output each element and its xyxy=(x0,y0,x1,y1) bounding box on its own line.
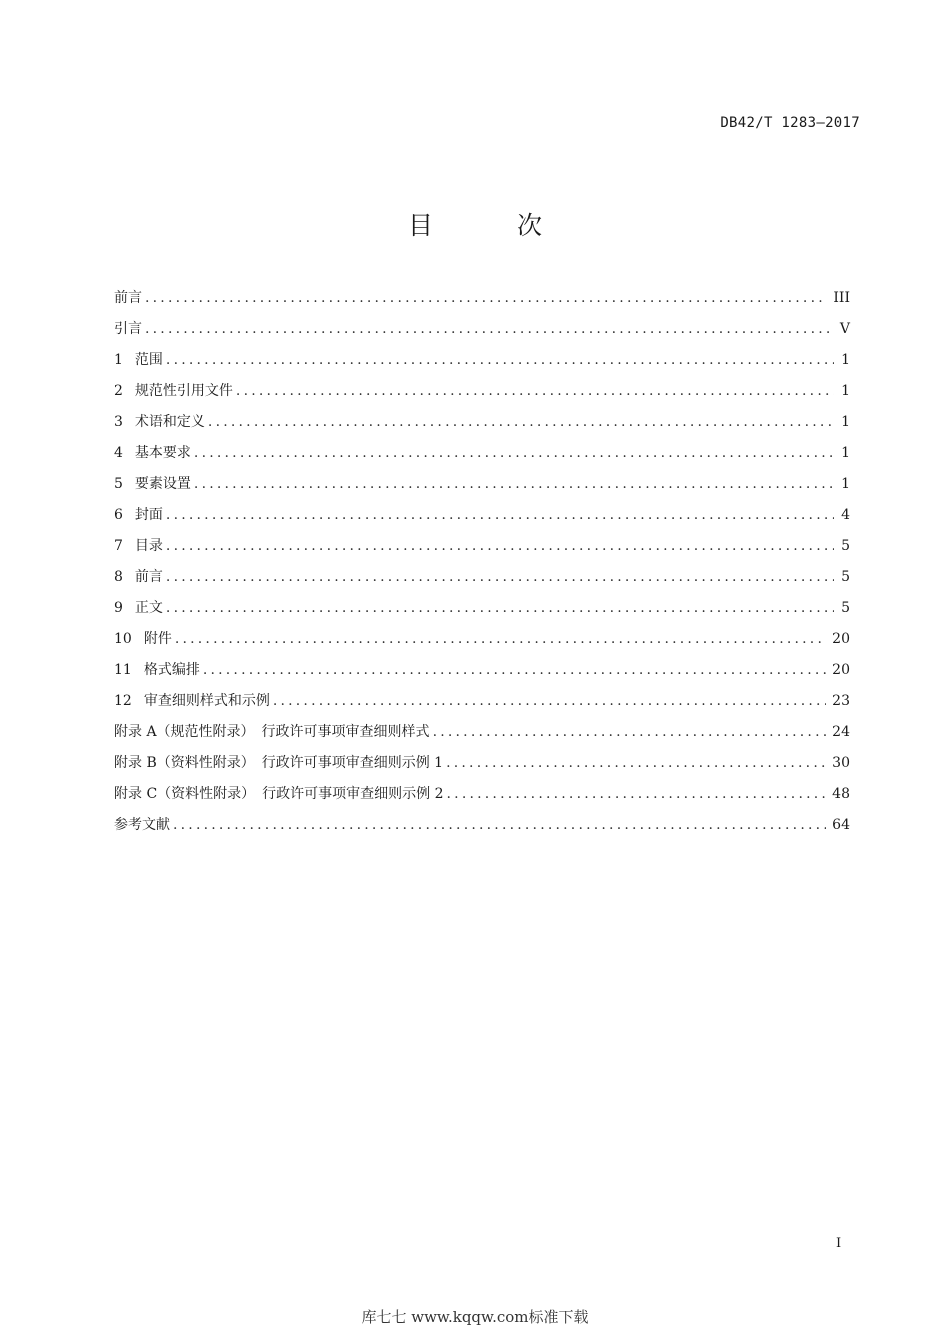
toc-entry-6[interactable] xyxy=(114,500,850,531)
toc-entry-label: 封面 xyxy=(134,507,163,523)
toc-leader-dots xyxy=(166,345,834,376)
toc-entry-label: 基本要求 xyxy=(134,445,191,461)
toc-entry-label: 正文 xyxy=(134,600,163,616)
toc-entry-1[interactable] xyxy=(114,345,850,376)
toc-entry-page: 1 xyxy=(841,414,850,430)
standard-code: DB42/T 1283—2017 xyxy=(720,115,860,131)
toc-entry-label: 术语和定义 xyxy=(134,414,205,430)
toc-entry-label: 格式编排 xyxy=(143,662,200,678)
toc-entry-page: V xyxy=(839,321,850,337)
toc-entry-appendix-b[interactable] xyxy=(114,748,850,779)
toc-entry-page: 1 xyxy=(841,445,850,461)
toc-leader-dots xyxy=(175,624,826,655)
toc-entry-foreword[interactable] xyxy=(114,283,850,314)
toc-entry-number: 2 xyxy=(114,383,123,399)
toc-leader-dots xyxy=(145,283,827,314)
toc-entry-10[interactable] xyxy=(114,624,850,655)
toc-entry-page: 24 xyxy=(832,724,850,740)
toc-leader-dots xyxy=(166,500,834,531)
toc-entry-8[interactable] xyxy=(114,562,850,593)
toc-entry-2[interactable] xyxy=(114,376,850,407)
toc-entry-label: 参考文献 xyxy=(114,817,170,833)
toc-entry-label: 范围 xyxy=(134,352,163,368)
toc-entry-page: 48 xyxy=(832,786,850,802)
toc-entry-introduction[interactable] xyxy=(114,314,850,345)
toc-leader-dots xyxy=(173,810,826,841)
toc-entry-page: 4 xyxy=(841,507,850,523)
toc-entry-page: 5 xyxy=(841,538,850,554)
toc-entry-number: 6 xyxy=(114,507,123,523)
toc-entry-number: 8 xyxy=(114,569,123,585)
toc-entry-references[interactable] xyxy=(114,810,850,841)
toc-entry-5[interactable] xyxy=(114,469,850,500)
toc-entry-number: 5 xyxy=(114,476,123,492)
toc-entry-page: 1 xyxy=(841,476,850,492)
toc-leader-dots xyxy=(208,407,834,438)
footer-watermark: 库七七 www.kqqw.com标准下载 xyxy=(361,1308,589,1326)
toc-entry-page: 23 xyxy=(832,693,850,709)
toc-entry-appendix-c[interactable] xyxy=(114,779,850,810)
toc-entry-number: 3 xyxy=(114,414,123,430)
toc-leader-dots xyxy=(194,469,834,500)
toc-entry-label: 前言 xyxy=(134,569,163,585)
toc-entry-number: 7 xyxy=(114,538,123,554)
page-title: 目 次 xyxy=(408,211,580,240)
toc-entry-label: 引言 xyxy=(114,321,142,337)
toc-entry-4[interactable] xyxy=(114,438,850,469)
toc-leader-dots xyxy=(166,593,834,624)
toc-entry-number: 11 xyxy=(114,662,132,678)
toc-leader-dots xyxy=(166,531,834,562)
toc-entry-label: 附录 B（资料性附录） 行政许可事项审查细则示例 1 xyxy=(114,755,444,771)
toc-entry-label: 要素设置 xyxy=(134,476,191,492)
toc-entry-page: 5 xyxy=(841,569,850,585)
page-number: I xyxy=(836,1236,842,1251)
toc-entry-7[interactable] xyxy=(114,531,850,562)
toc-leader-dots xyxy=(145,314,834,345)
toc-entry-number: 1 xyxy=(114,352,123,368)
toc-entry-11[interactable] xyxy=(114,655,850,686)
toc-entry-page: 20 xyxy=(832,631,850,647)
toc-entry-9[interactable] xyxy=(114,593,850,624)
toc-entry-label: 附件 xyxy=(143,631,172,647)
toc-entry-3[interactable] xyxy=(114,407,850,438)
toc-entry-number: 4 xyxy=(114,445,123,461)
toc-leader-dots xyxy=(236,376,834,407)
toc-entry-page: 1 xyxy=(841,352,850,368)
toc-entry-page: 30 xyxy=(832,755,850,771)
toc-entry-label: 审查细则样式和示例 xyxy=(143,693,270,709)
toc-leader-dots xyxy=(194,438,834,469)
toc-entry-page: 20 xyxy=(832,662,850,678)
toc-leader-dots xyxy=(203,655,826,686)
toc-entry-12[interactable] xyxy=(114,686,850,717)
toc-entry-label: 目录 xyxy=(134,538,163,554)
toc-entry-number: 12 xyxy=(114,693,132,709)
toc-entry-number: 9 xyxy=(114,600,123,616)
toc-entry-page: 64 xyxy=(832,817,850,833)
toc-entry-label: 附录 A（规范性附录） 行政许可事项审查细则样式 xyxy=(114,724,430,740)
toc-entry-label: 规范性引用文件 xyxy=(134,383,233,399)
toc-entry-page: 1 xyxy=(841,383,850,399)
toc-entry-number: 10 xyxy=(114,631,132,647)
toc-leader-dots xyxy=(446,748,826,779)
toc-leader-dots xyxy=(273,686,826,717)
toc-leader-dots xyxy=(447,779,827,810)
toc-leader-dots xyxy=(433,717,827,748)
toc-entry-label: 附录 C（资料性附录） 行政许可事项审查细则示例 2 xyxy=(114,786,444,802)
toc-entry-page: 5 xyxy=(841,600,850,616)
toc-entry-appendix-a[interactable] xyxy=(114,717,850,748)
toc-entry-page: III xyxy=(833,290,850,306)
table-of-contents xyxy=(114,283,850,841)
toc-entry-label: 前言 xyxy=(114,290,142,306)
toc-leader-dots xyxy=(166,562,834,593)
